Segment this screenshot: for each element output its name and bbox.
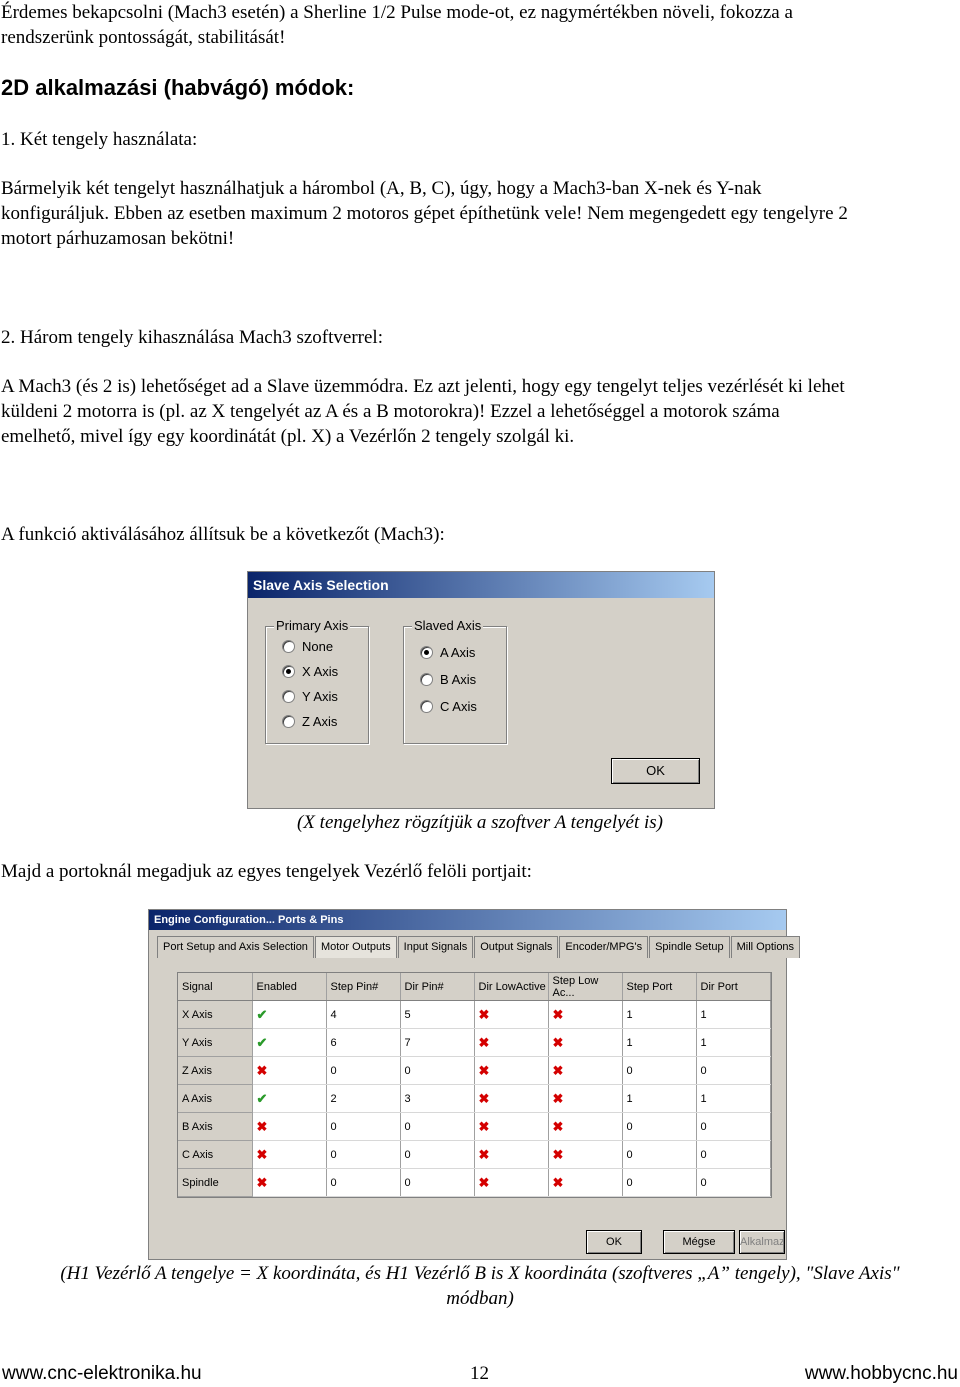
tab-encoder-mpg[interactable]: Encoder/MPG's <box>559 936 648 958</box>
dir-pin-cell[interactable]: 3 <box>400 1085 474 1113</box>
step-pin-cell[interactable]: 6 <box>326 1029 400 1057</box>
primary-axis-group <box>265 618 369 744</box>
slaved-radio-b[interactable]: B Axis <box>420 672 476 687</box>
step-port-cell[interactable]: 1 <box>622 1001 696 1029</box>
cross-icon: ✖ <box>478 1006 490 1022</box>
cross-icon: ✖ <box>552 1174 564 1190</box>
item1-line-2: konfiguráljuk. Ebben az esetben maximum 2 motoros gépet építhetünk vele! Nem megengedett egy tengelyre 2 <box>1 203 848 224</box>
item2-line-2: küldeni 2 motorra is (pl. az X tengelyét az A és a B motorokra)! Ezzel a lehetőséggel a motorok száma <box>1 401 780 422</box>
signal-cell[interactable]: Spindle <box>178 1169 252 1197</box>
dir-port-cell[interactable]: 1 <box>696 1029 770 1057</box>
table-row <box>178 1141 770 1169</box>
step-port-cell[interactable]: 0 <box>622 1141 696 1169</box>
ports-text: Majd a portoknál megadjuk az egyes tengelyek Vezérlő felöli portjait: <box>1 861 532 882</box>
col-header[interactable]: Step Low Ac... <box>548 973 622 1001</box>
step-pin-cell[interactable]: 0 <box>326 1169 400 1197</box>
intro-line-1: Érdemes bekapcsolni (Mach3 esetén) a Sherline 1/2 Pulse mode-ot, ez nagymértékben növeli, fokozza a <box>1 2 793 23</box>
table-row <box>178 1029 770 1057</box>
dir-pin-cell[interactable]: 0 <box>400 1169 474 1197</box>
item2-line-1: A Mach3 (és 2 is) lehetőséget ad a Slave üzemmódra. Ez azt jelenti, hogy egy tengelyt teljes vezérlését ki lehet <box>1 376 845 397</box>
tab-strip <box>157 936 801 958</box>
signal-cell[interactable]: Z Axis <box>178 1057 252 1085</box>
primary-radio-none[interactable]: None <box>282 639 333 654</box>
col-header[interactable]: Dir Pin# <box>400 973 474 1001</box>
primary-radio-z[interactable]: Z Axis <box>282 714 337 729</box>
dir-low-cell[interactable] <box>474 1001 548 1029</box>
dir-low-cell[interactable] <box>474 1029 548 1057</box>
item1-title: 1. Két tengely használata: <box>1 129 198 150</box>
enabled-cell[interactable] <box>252 1141 326 1169</box>
radio-button[interactable] <box>282 690 295 703</box>
item1-line-3: motort párhuzamosan bekötni! <box>1 228 235 249</box>
radio-button[interactable] <box>282 640 295 653</box>
dir-port-cell[interactable]: 0 <box>696 1113 770 1141</box>
radio-button[interactable] <box>282 715 295 728</box>
check-icon: ✔ <box>256 1090 268 1106</box>
step-pin-cell[interactable]: 4 <box>326 1001 400 1029</box>
check-icon: ✔ <box>256 1034 268 1050</box>
table-row <box>178 1001 770 1029</box>
step-pin-cell[interactable]: 0 <box>326 1113 400 1141</box>
dir-port-cell[interactable]: 1 <box>696 1001 770 1029</box>
engine-cancel-button[interactable]: Mégse <box>663 1230 735 1254</box>
dir-low-cell[interactable] <box>474 1169 548 1197</box>
tab-output-signals[interactable]: Output Signals <box>474 936 558 958</box>
ok-button[interactable]: OK <box>611 758 700 784</box>
radio-button[interactable] <box>420 673 433 686</box>
cross-icon: ✖ <box>478 1118 490 1134</box>
cross-icon: ✖ <box>552 1146 564 1162</box>
dir-port-cell[interactable]: 0 <box>696 1169 770 1197</box>
cross-icon: ✖ <box>552 1090 564 1106</box>
slave-dialog-title: Slave Axis Selection <box>248 572 714 598</box>
step-low-cell[interactable] <box>548 1029 622 1057</box>
step-pin-cell[interactable]: 2 <box>326 1085 400 1113</box>
col-header[interactable]: Enabled <box>252 973 326 1001</box>
primary-radio-x[interactable]: X Axis <box>282 664 338 679</box>
activate-text: A funkció aktiválásához állítsuk be a következőt (Mach3): <box>1 524 445 545</box>
item2-line-3: emelhető, mivel így egy koordinátát (pl. X) a Vezérlőn 2 tengely szolgál ki. <box>1 426 575 447</box>
engine-apply-button[interactable]: Alkalmaz <box>739 1230 785 1254</box>
table-row <box>178 1169 770 1197</box>
cross-icon: ✖ <box>256 1118 268 1134</box>
col-header[interactable]: Step Pin# <box>326 973 400 1001</box>
cross-icon: ✖ <box>478 1174 490 1190</box>
cross-icon: ✖ <box>478 1034 490 1050</box>
cross-icon: ✖ <box>552 1118 564 1134</box>
page-number: 12 <box>470 1363 489 1384</box>
dir-port-cell[interactable]: 1 <box>696 1085 770 1113</box>
step-port-cell[interactable]: 0 <box>622 1113 696 1141</box>
step-port-cell[interactable]: 0 <box>622 1169 696 1197</box>
signal-cell[interactable]: B Axis <box>178 1113 252 1141</box>
primary-axis-label: Primary Axis <box>276 618 349 633</box>
table-row <box>178 1085 770 1113</box>
caption-slave: (X tengelyhez rögzítjük a szoftver A tengelyét is) <box>296 812 664 833</box>
item1-line-1: Bármelyik két tengelyt használhatjuk a hárombol (A, B, C), úgy, hogy a Mach3-ban X-nek és Y-nak <box>1 178 762 199</box>
check-icon: ✔ <box>256 1006 268 1022</box>
tab-motor-outputs[interactable]: Motor Outputs <box>315 936 397 958</box>
item2-title: 2. Három tengely kihasználása Mach3 szoftverrel: <box>1 327 383 348</box>
dir-pin-cell[interactable]: 0 <box>400 1057 474 1085</box>
cross-icon: ✖ <box>478 1090 490 1106</box>
cross-icon: ✖ <box>552 1034 564 1050</box>
tab-mill-options[interactable]: Mill Options <box>731 936 800 958</box>
enabled-cell[interactable] <box>252 1001 326 1029</box>
footer-left-url: www.cnc-elektronika.hu <box>2 1363 202 1384</box>
slaved-axis-group <box>403 618 507 744</box>
signal-cell[interactable]: Y Axis <box>178 1029 252 1057</box>
intro-line-2: rendszerünk pontosságát, stabilitását! <box>1 27 286 48</box>
dir-port-cell[interactable]: 0 <box>696 1141 770 1169</box>
slaved-radio-a[interactable]: A Axis <box>420 645 475 660</box>
step-port-cell[interactable]: 1 <box>622 1029 696 1057</box>
dir-pin-cell[interactable]: 5 <box>400 1001 474 1029</box>
step-low-cell[interactable] <box>548 1085 622 1113</box>
step-port-cell[interactable]: 1 <box>622 1085 696 1113</box>
enabled-cell[interactable] <box>252 1169 326 1197</box>
enabled-cell[interactable] <box>252 1085 326 1113</box>
step-pin-cell[interactable]: 0 <box>326 1141 400 1169</box>
step-low-cell[interactable] <box>548 1057 622 1085</box>
dir-low-cell[interactable] <box>474 1057 548 1085</box>
enabled-cell[interactable] <box>252 1057 326 1085</box>
cross-icon: ✖ <box>256 1062 268 1078</box>
signal-cell[interactable]: A Axis <box>178 1085 252 1113</box>
table-row <box>178 1113 770 1141</box>
col-header[interactable]: Dir LowActive <box>474 973 548 1001</box>
col-header[interactable]: Step Port <box>622 973 696 1001</box>
radio-button-selected[interactable] <box>282 665 295 678</box>
cross-icon: ✖ <box>478 1062 490 1078</box>
cross-icon: ✖ <box>256 1174 268 1190</box>
motor-outputs-grid <box>177 972 772 1198</box>
footer-right-url: www.hobbycnc.hu <box>804 1363 958 1384</box>
cross-icon: ✖ <box>552 1006 564 1022</box>
table-row <box>178 1057 770 1085</box>
dir-pin-cell[interactable]: 0 <box>400 1141 474 1169</box>
enabled-cell[interactable] <box>252 1113 326 1141</box>
tab-port-setup[interactable]: Port Setup and Axis Selection <box>157 936 314 958</box>
radio-button-selected[interactable] <box>420 646 433 659</box>
slaved-axis-label: Slaved Axis <box>414 618 482 633</box>
enabled-cell[interactable] <box>252 1029 326 1057</box>
cross-icon: ✖ <box>256 1146 268 1162</box>
step-low-cell[interactable] <box>548 1141 622 1169</box>
caption-engine-line-2: módban) <box>446 1288 514 1309</box>
caption-engine-line-1: (H1 Vezérlő A tengelye = X koordináta, és H1 Vezérlő B is X koordináta (szoftveres „A” tengely), "Slave Axis" <box>60 1263 900 1284</box>
engine-dialog-title: Engine Configuration... Ports & Pins <box>149 910 786 930</box>
primary-radio-y[interactable]: Y Axis <box>282 689 338 704</box>
engine-config-dialog <box>148 909 795 1260</box>
step-port-cell[interactable]: 0 <box>622 1057 696 1085</box>
dir-low-cell[interactable] <box>474 1141 548 1169</box>
radio-button[interactable] <box>420 700 433 713</box>
slaved-radio-c[interactable]: C Axis <box>420 699 477 714</box>
dir-low-cell[interactable] <box>474 1113 548 1141</box>
section-heading: 2D alkalmazási (habvágó) módok: <box>1 75 355 100</box>
dir-low-cell[interactable] <box>474 1085 548 1113</box>
dir-port-cell[interactable]: 0 <box>696 1057 770 1085</box>
col-header[interactable]: Signal <box>178 973 252 1001</box>
col-header[interactable]: Dir Port <box>696 973 770 1001</box>
step-low-cell[interactable] <box>548 1113 622 1141</box>
tab-spindle-setup[interactable]: Spindle Setup <box>649 936 730 958</box>
dir-pin-cell[interactable]: 7 <box>400 1029 474 1057</box>
step-low-cell[interactable] <box>548 1169 622 1197</box>
dir-pin-cell[interactable]: 0 <box>400 1113 474 1141</box>
step-low-cell[interactable] <box>548 1001 622 1029</box>
tab-input-signals[interactable]: Input Signals <box>398 936 474 958</box>
cross-icon: ✖ <box>552 1062 564 1078</box>
signal-cell[interactable]: C Axis <box>178 1141 252 1169</box>
engine-ok-button[interactable]: OK <box>586 1230 642 1254</box>
step-pin-cell[interactable]: 0 <box>326 1057 400 1085</box>
motor-outputs-table <box>178 973 771 1197</box>
slave-axis-dialog <box>247 571 715 809</box>
table-header-row <box>178 973 770 1001</box>
cross-icon: ✖ <box>478 1146 490 1162</box>
signal-cell[interactable]: X Axis <box>178 1001 252 1029</box>
